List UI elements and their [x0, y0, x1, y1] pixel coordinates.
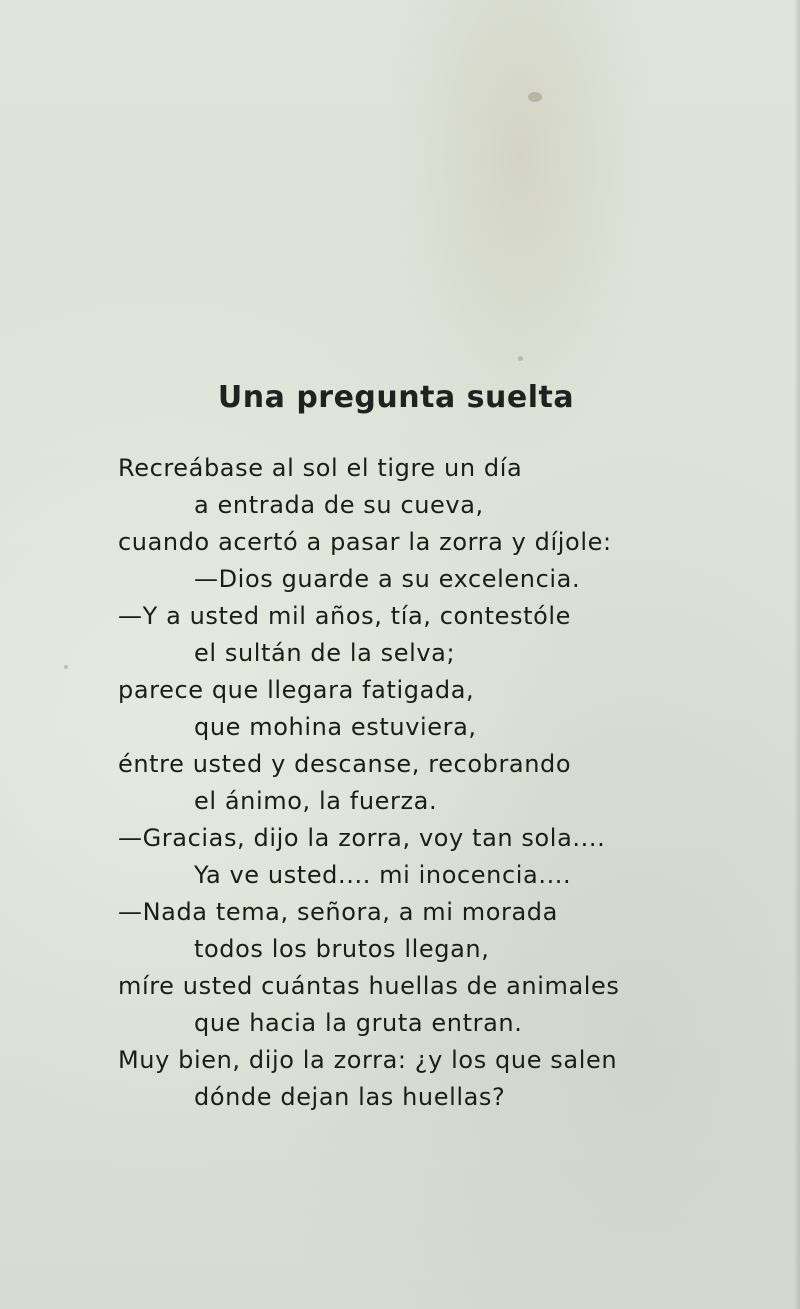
poem-line: todos los brutos llegan, — [194, 935, 490, 963]
poem-line: míre usted cuántas huellas de animales — [118, 972, 620, 1000]
poem-line: —Dios guarde a su excelencia. — [194, 565, 581, 593]
poem-line: a entrada de su cueva, — [194, 491, 484, 519]
paper-stain — [64, 665, 68, 669]
poem-line: Muy bien, dijo la zorra: ¿y los que salen — [118, 1046, 618, 1074]
poem-line: Recreábase al sol el tigre un día — [118, 454, 523, 482]
poem-title: Una pregunta suelta — [217, 380, 575, 415]
poem-line: Ya ve usted.... mi inocencia.... — [194, 861, 572, 889]
poem-line: éntre usted y descanse, recobrando — [118, 750, 572, 778]
poem-line: dónde dejan las huellas? — [194, 1083, 506, 1111]
poem-line: que mohina estuviera, — [194, 713, 477, 741]
paper-stain — [528, 92, 542, 102]
poem-line: —Y a usted mil años, tía, contestóle — [118, 602, 572, 630]
poem-line: que hacia la gruta entran. — [194, 1009, 523, 1037]
paper-stain — [518, 356, 523, 361]
poem-line: el ánimo, la fuerza. — [194, 787, 438, 815]
page-edge-shadow — [794, 0, 800, 1309]
poem-line: —Gracias, dijo la zorra, voy tan sola.... — [118, 824, 606, 852]
poem-line: cuando acertó a pasar la zorra y díjole: — [118, 528, 612, 556]
poem-line: el sultán de la selva; — [194, 639, 456, 667]
poem-line: —Nada tema, señora, a mi morada — [118, 898, 558, 926]
poem-line: parece que llegara fatigada, — [118, 676, 475, 704]
poem-body — [118, 450, 718, 1116]
